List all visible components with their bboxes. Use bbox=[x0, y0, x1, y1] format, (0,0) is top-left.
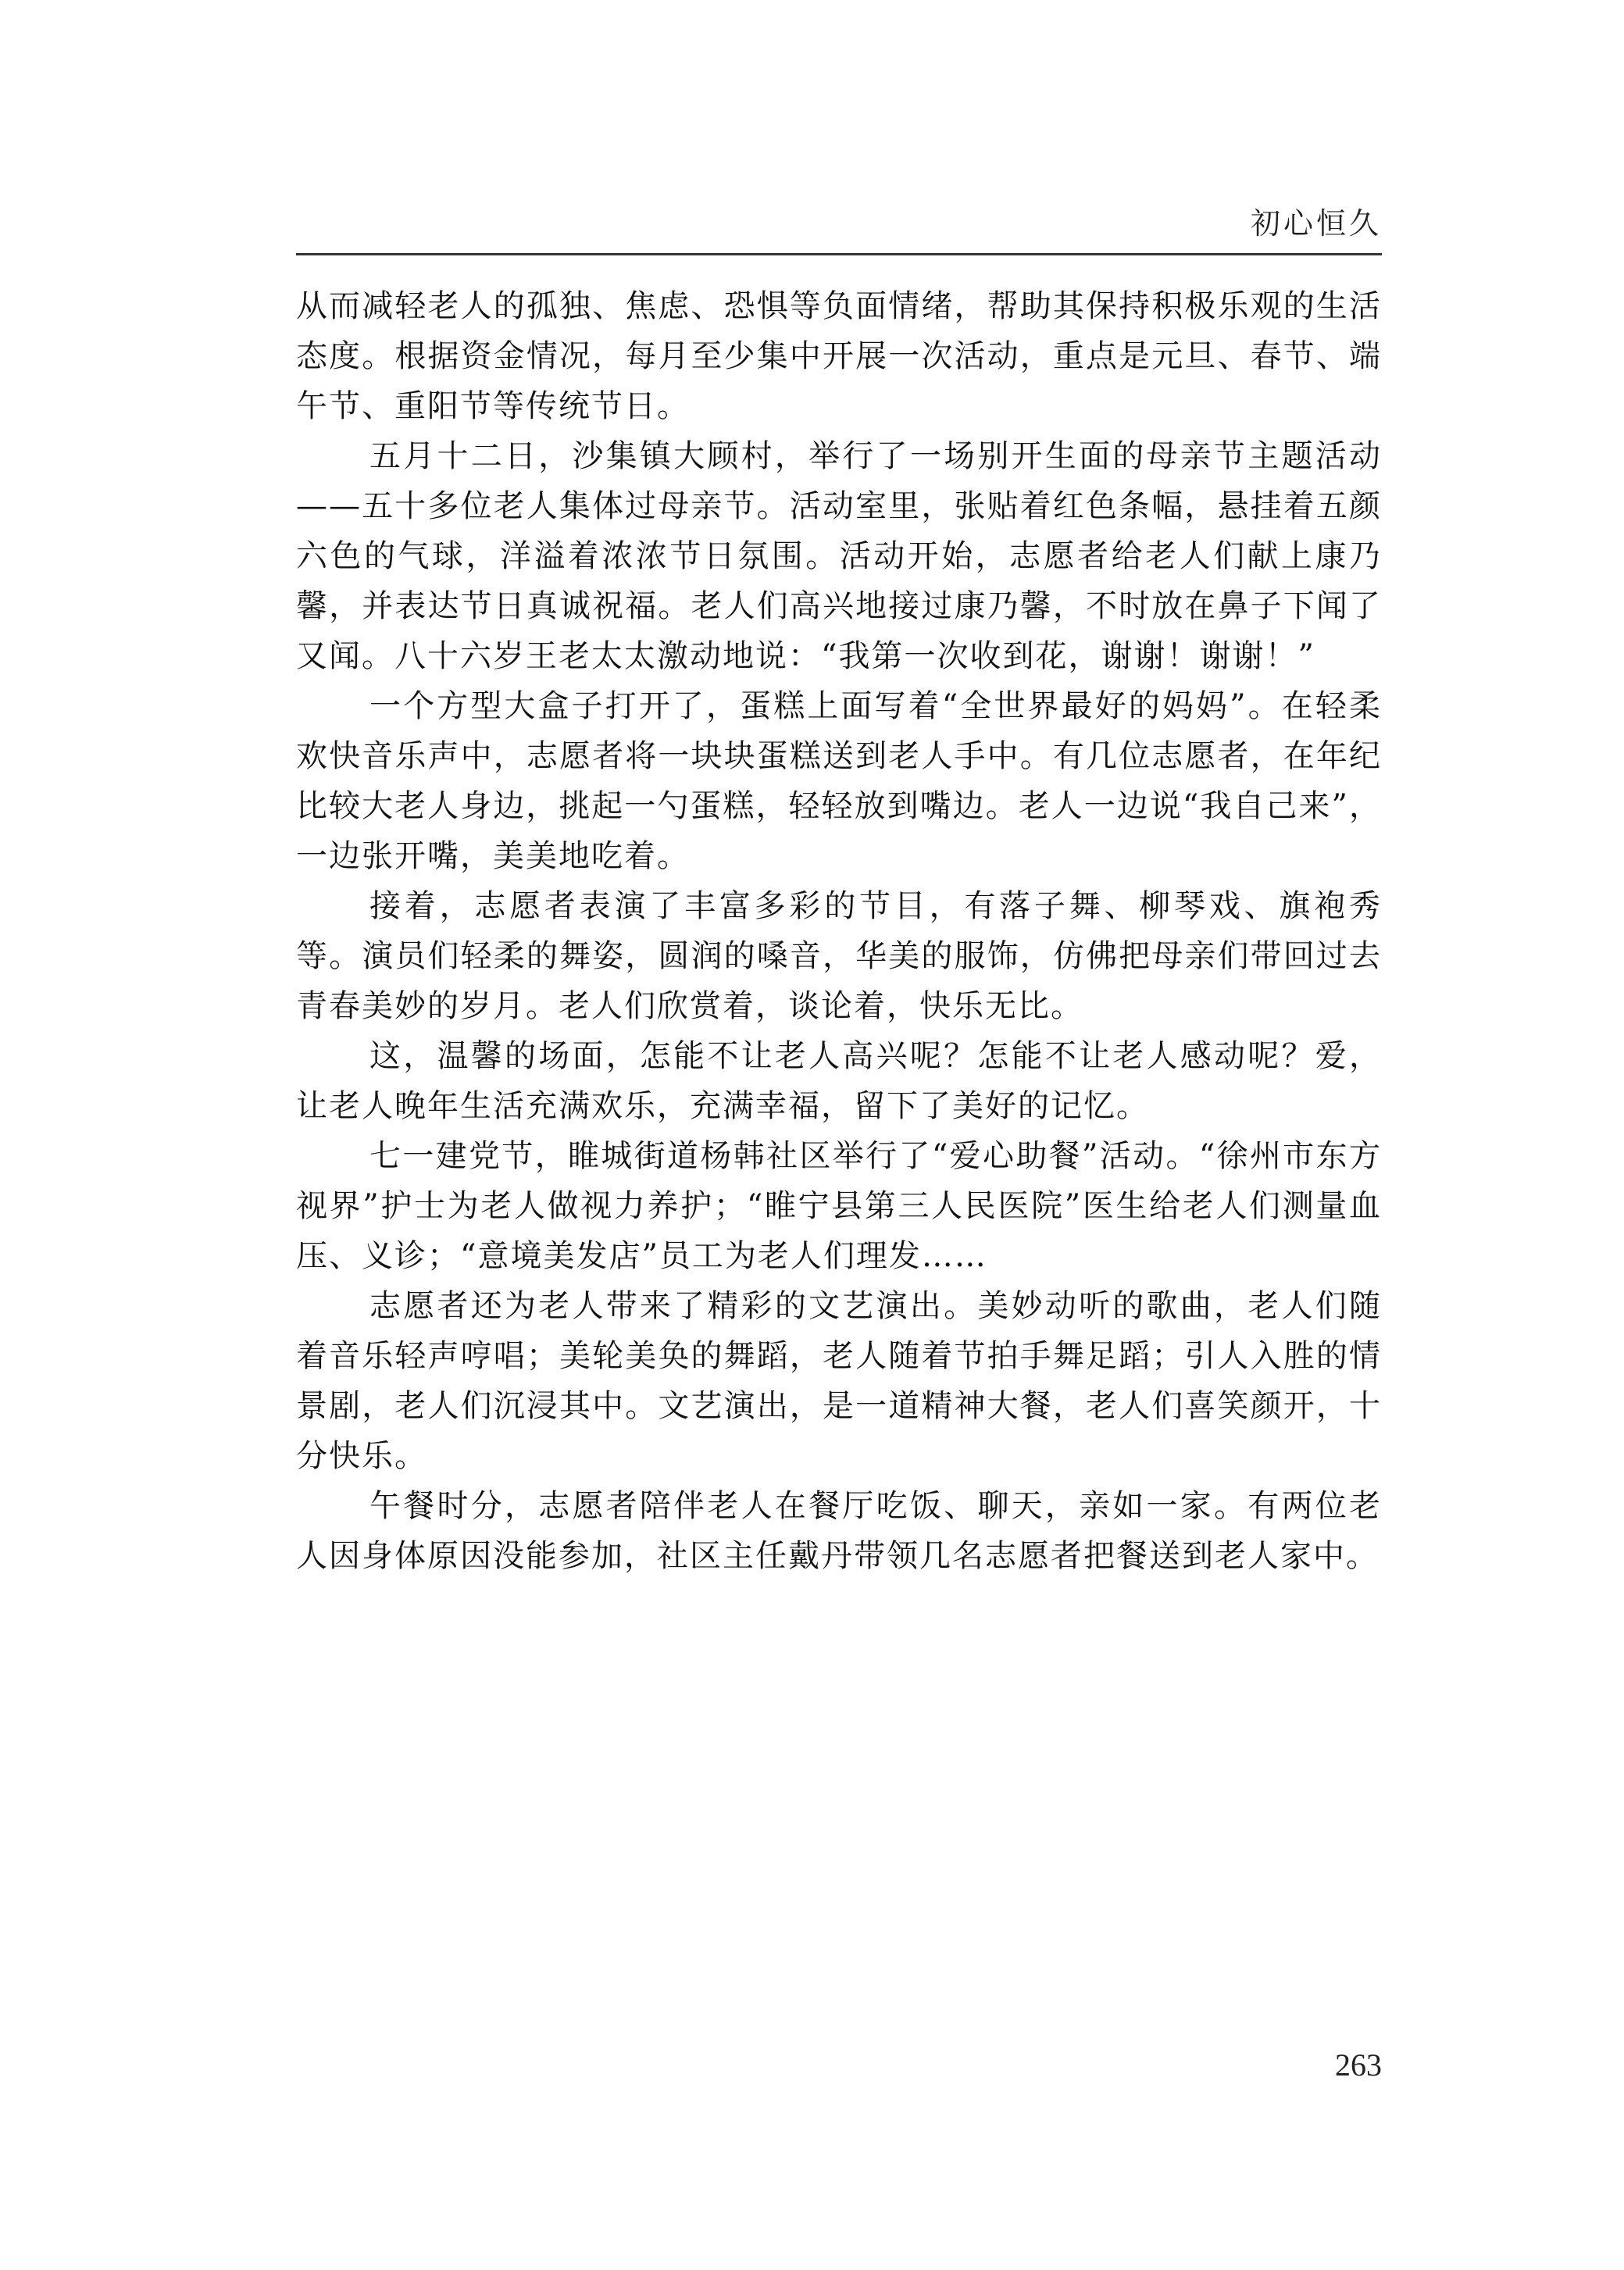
paragraph-arts-show: 志愿者还为老人带来了精彩的文艺演出。美妙动听的歌曲，老人们随着音乐轻声哼唱；美轮美奂的舞蹈，老人随着节拍手舞足蹈；引人入胜的情景剧，老人们沉浸其中。文艺演出，是一道精神大餐，老人们喜笑颜开，十分快乐。 bbox=[296, 1288, 1382, 1474]
paragraph-cake: 一个方型大盒子打开了，蛋糕上面写着“全世界最好的妈妈”。在轻柔欢快音乐声中，志愿者将一块块蛋糕送到老人手中。有几位志愿者，在年纪比较大老人身边，挑起一勺蛋糕，轻轻放到嘴边。老人一边说“我自己来”，一边张开嘴，美美地吃着。 bbox=[296, 688, 1382, 874]
running-header bbox=[296, 205, 1382, 255]
paragraph-continued: 从而减轻老人的孤独、焦虑、恐惧等负面情绪，帮助其保持积极乐观的生活态度。根据资金情况，每月至少集中开展一次活动，重点是元旦、春节、端午节、重阳节等传统节日。 bbox=[296, 288, 1382, 424]
paragraph-performance: 接着，志愿者表演了丰富多彩的节目，有落子舞、柳琴戏、旗袍秀等。演员们轻柔的舞姿，圆润的嗓音，华美的服饰，仿佛把母亲们带回过去青春美妙的岁月。老人们欣赏着，谈论着，快乐无比。 bbox=[296, 888, 1382, 1024]
paragraph-party-day: 七一建党节，睢城街道杨韩社区举行了“爱心助餐”活动。“徐州市东方视界”护士为老人做视力养护；“睢宁县第三人民医院”医生给老人们测量血压、义诊；“意境美发店”员工为老人们理发…… bbox=[296, 1138, 1382, 1274]
paragraph-mothers-day: 五月十二日，沙集镇大顾村，举行了一场别开生面的母亲节主题活动——五十多位老人集体过母亲节。活动室里，张贴着红色条幅，悬挂着五颜六色的气球，洋溢着浓浓节日氛围。活动开始，志愿者给老人们献上康乃馨，并表达节日真诚祝福。老人们高兴地接过康乃馨，不时放在鼻子下闻了又闻。八十六岁王老太太激动地说：“我第一次收到花，谢谢！谢谢！” bbox=[296, 438, 1382, 674]
paragraph-lunch: 午餐时分，志愿者陪伴老人在餐厅吃饭、聊天，亲如一家。有两位老人因身体原因没能参加，社区主任戴丹带领几名志愿者把餐送到老人家中。 bbox=[296, 1488, 1382, 1574]
body-text bbox=[296, 281, 1382, 1581]
paragraph-warm-scene: 这，温馨的场面，怎能不让老人高兴呢？怎能不让老人感动呢？爱，让老人晚年生活充满欢乐，充满幸福，留下了美好的记忆。 bbox=[296, 1038, 1382, 1124]
page-number: 263 bbox=[1335, 2047, 1382, 2083]
running-title: 初心恒久 bbox=[1250, 206, 1382, 241]
